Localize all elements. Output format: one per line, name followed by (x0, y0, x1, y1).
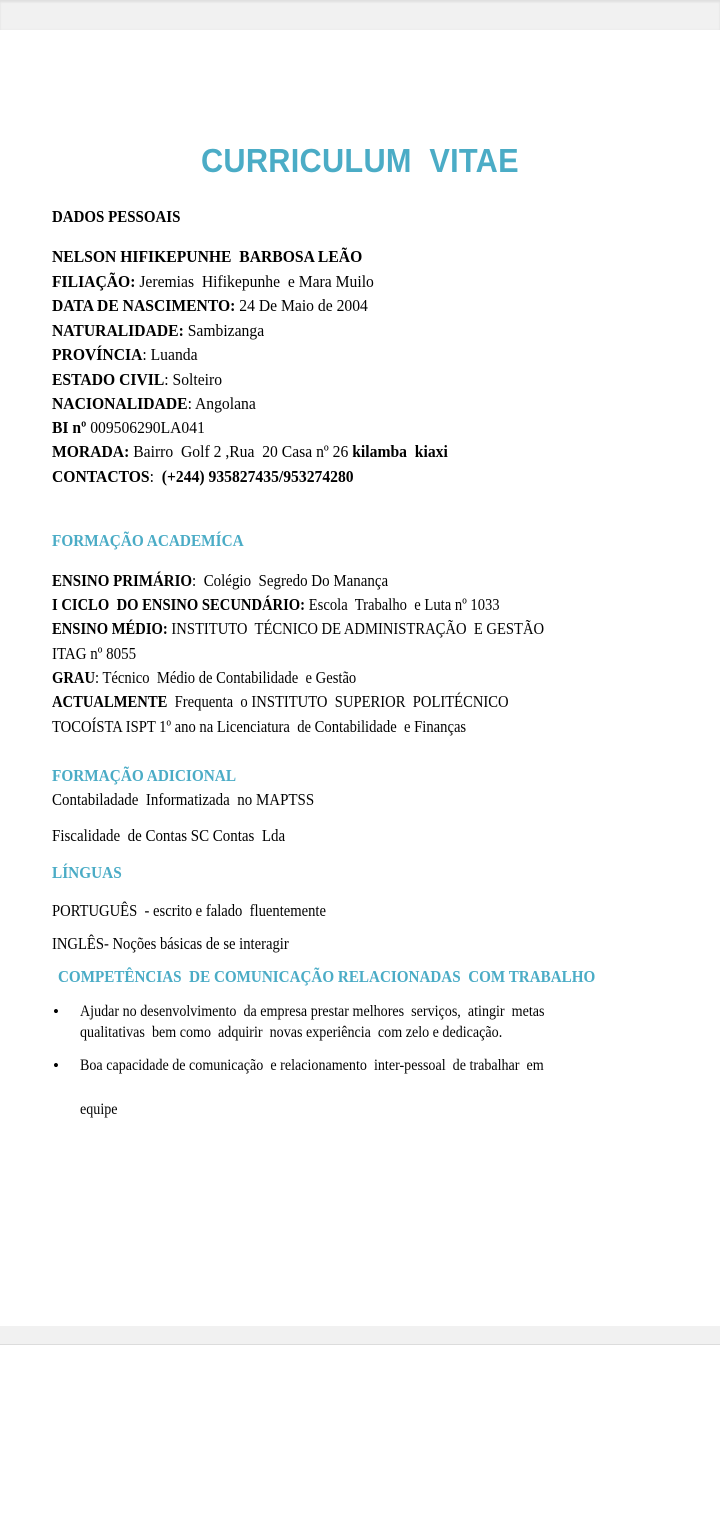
language-item: INGLÊS- Noções básicas de se interagir (52, 934, 289, 953)
competence-item-line: equipe (80, 1101, 118, 1118)
viewer-top-gap (0, 0, 720, 30)
actualmente-row (52, 692, 509, 712)
document-page-1 (0, 30, 720, 1326)
naturalidade-label: NATURALIDADE: (52, 321, 184, 340)
naturalidade-value: Sambizanga (183, 321, 265, 340)
bullet-icon: • (53, 1056, 59, 1075)
primario-row (52, 571, 388, 591)
nacionalidade-value: : Angolana (187, 394, 256, 413)
medio-row (52, 619, 544, 639)
grau-value: : Técnico Médio de Contabilidade e Gestão (95, 668, 357, 687)
document-title (0, 141, 720, 181)
bi-value: 009506290LA041 (86, 418, 205, 437)
medio-continuation: ITAG nº 8055 (52, 644, 137, 663)
contactos-label: CONTACTOS (52, 467, 150, 486)
competence-item-line: qualitativas bem como adquirir novas experiência com zelo e dedicação. (80, 1024, 503, 1041)
provincia-label: PROVÍNCIA (52, 345, 143, 364)
competence-item-line: Ajudar no desenvolvimento da empresa prestar melhores serviços, atingir metas (80, 1003, 545, 1020)
nascimento-value: 24 De Maio de 2004 (235, 296, 368, 315)
contactos-sep: : (149, 467, 162, 486)
bi-label: BI nº (52, 418, 87, 437)
competence-item-line: Boa capacidade de comunicação e relacionamento inter-pessoal de trabalhar em (80, 1057, 544, 1074)
morada-value: Bairro Golf 2 ,Rua 20 Casa nº 26 (129, 442, 353, 461)
bi-row (52, 418, 205, 438)
bullet-icon: • (53, 1002, 59, 1021)
provincia-row (52, 345, 198, 365)
additional-item: Fiscalidade de Contas SC Contas Lda (52, 826, 286, 845)
filiacao-row (52, 272, 374, 292)
morada-area: kilamba kiaxi (352, 442, 448, 461)
contactos-value: (+244) 935827435/953274280 (161, 467, 354, 486)
languages-heading: LÍNGUAS (52, 863, 122, 882)
primario-label: ENSINO PRIMÁRIO (52, 571, 193, 590)
ciclo-row (52, 595, 500, 615)
personal-heading: DADOS PESSOAIS (52, 207, 181, 226)
additional-item: Contabiladade Informatizada no MAPTSS (52, 790, 315, 809)
estado-civil-value: : Solteiro (164, 370, 223, 389)
language-item: PORTUGUÊS - escrito e falado fluentemente (52, 901, 326, 920)
academic-heading: FORMAÇÃO ACADEMÍCA (52, 531, 244, 550)
medio-value: INSTITUTO TÉCNICO DE ADMINISTRAÇÃO E GESTÃO (167, 619, 545, 638)
filiacao-label: FILIAÇÃO: (52, 272, 136, 291)
ciclo-label: I CICLO DO ENSINO SECUNDÁRIO: (52, 595, 306, 614)
primario-value: : Colégio Segredo Do Manança (192, 571, 389, 590)
nascimento-row (52, 296, 368, 316)
contactos-row (52, 467, 354, 487)
provincia-value: : Luanda (142, 345, 198, 364)
actualmente-value: Frequenta o INSTITUTO SUPERIOR POLITÉCNICO (167, 692, 509, 711)
document-page-2 (0, 1345, 720, 1520)
additional-heading: FORMAÇÃO ADICIONAL (52, 766, 237, 785)
ciclo-value: Escola Trabalho e Luta nº 1033 (305, 595, 500, 614)
morada-row (52, 442, 448, 462)
naturalidade-row (52, 321, 264, 341)
grau-label: GRAU (52, 668, 96, 687)
medio-label: ENSINO MÉDIO: (52, 619, 168, 638)
estado-civil-label: ESTADO CIVIL (52, 370, 165, 389)
nascimento-label: DATA DE NASCIMENTO: (52, 296, 236, 315)
actualmente-label: ACTUALMENTE (52, 692, 168, 711)
title-text: CURRICULUM VITAE (201, 142, 519, 179)
grau-row (52, 668, 356, 688)
nacionalidade-row (52, 394, 256, 414)
actualmente-continuation: TOCOÍSTA ISPT 1º ano na Licenciatura de Contabilidade e Finanças (52, 717, 467, 736)
filiacao-value: Jeremias Hifikepunhe e Mara Muilo (135, 272, 374, 291)
morada-label: MORADA: (52, 442, 130, 461)
estado-civil-row (52, 370, 222, 390)
full-name: NELSON HIFIKEPUNHE BARBOSA LEÃO (52, 247, 363, 266)
page-separator (0, 1326, 720, 1345)
nacionalidade-label: NACIONALIDADE (52, 394, 188, 413)
competences-heading: COMPETÊNCIAS DE COMUNICAÇÃO RELACIONADAS COM TRABALHO (58, 967, 596, 986)
